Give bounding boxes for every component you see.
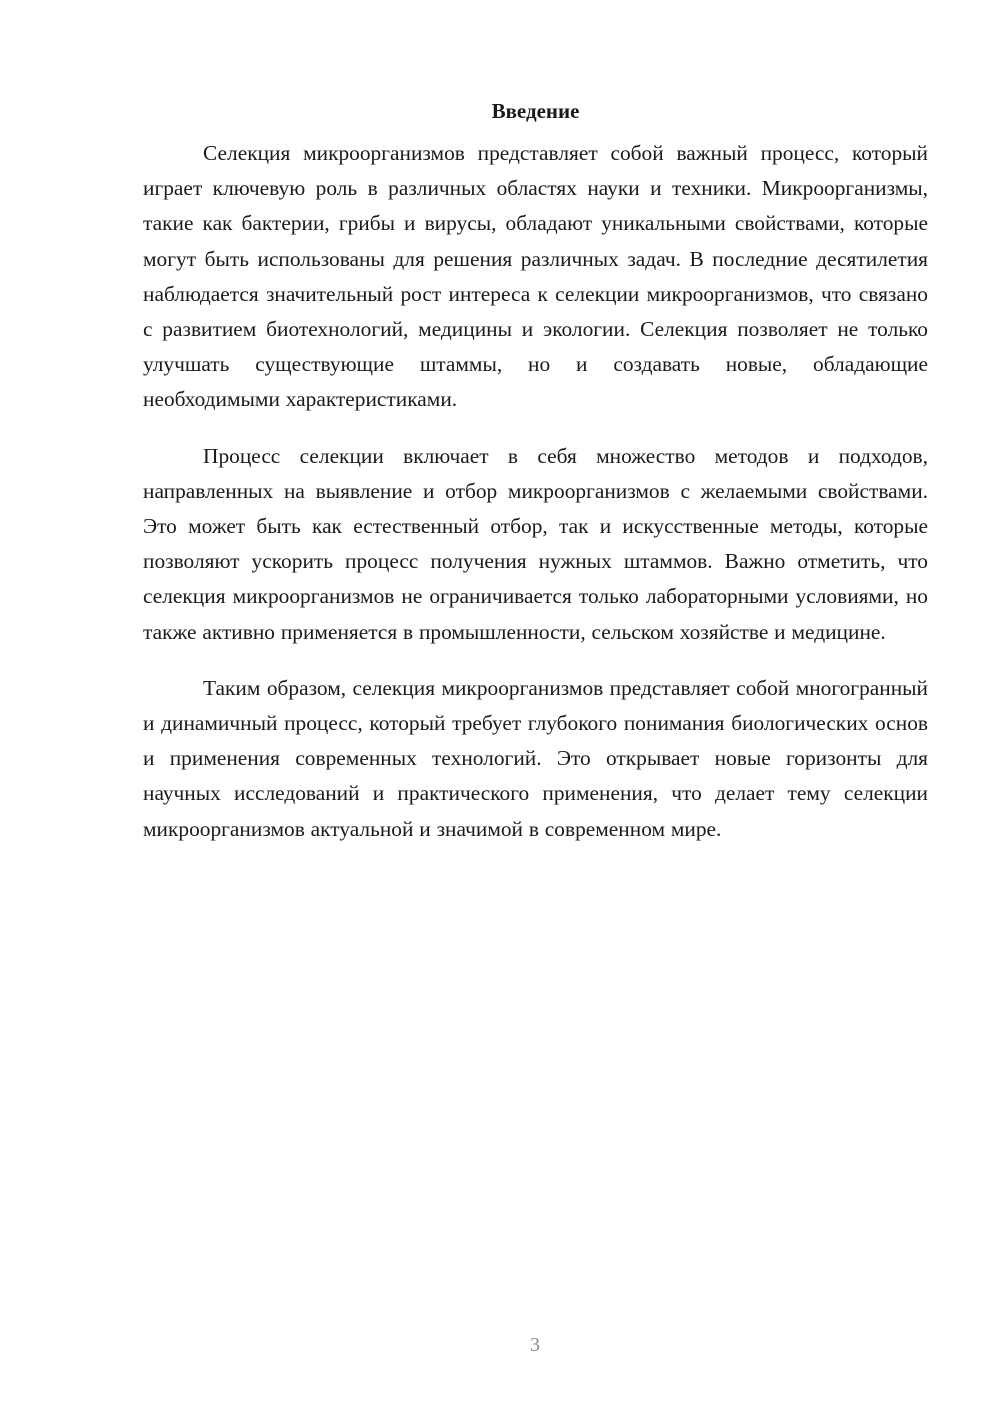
paragraph-2: Процесс селекции включает в себя множество методов и подходов, направленных на выявление и отбор микроорганизмов с желаемыми свойствами. Это может быть как естественный отбор, так и искусственные методы, которые позволяют ускорить процесс получения нужных штаммов. Важно отметить, что селекция микроорганизмов не ограничивается только лабораторными условиями, но также активно применяется в промышленности, сельском хозяйстве и медицине.: [143, 443, 928, 644]
page-content: [143, 96, 928, 847]
section-title: Введение: [491, 99, 580, 123]
paragraph-1: Селекция микроорганизмов представляет собой важный процесс, который играет ключевую роль в различных областях науки и техники. Микроорганизмы, такие как бактерии, грибы и вирусы, обладают уникальными свойствами, которые могут быть использованы для решения различных задач. В последние десятилетия наблюдается значительный рост интереса к селекции микроорганизмов, что связано с развитием биотехнологий, медицины и экологии. Селекция позволяет не только улучшать существующие штаммы, но и создавать новые, обладающие необходимыми характеристиками.: [143, 141, 928, 412]
paragraph-3: Таким образом, селекция микроорганизмов представляет собой многогранный и динамичный процесс, который требует глубокого понимания биологических основ и применения современных технологий. Это открывает новые горизонты для научных исследований и практического применения, что делает тему селекции микроорганизмов актуальной и значимой в современном мире.: [143, 675, 928, 841]
page-number: 3: [530, 1334, 540, 1356]
